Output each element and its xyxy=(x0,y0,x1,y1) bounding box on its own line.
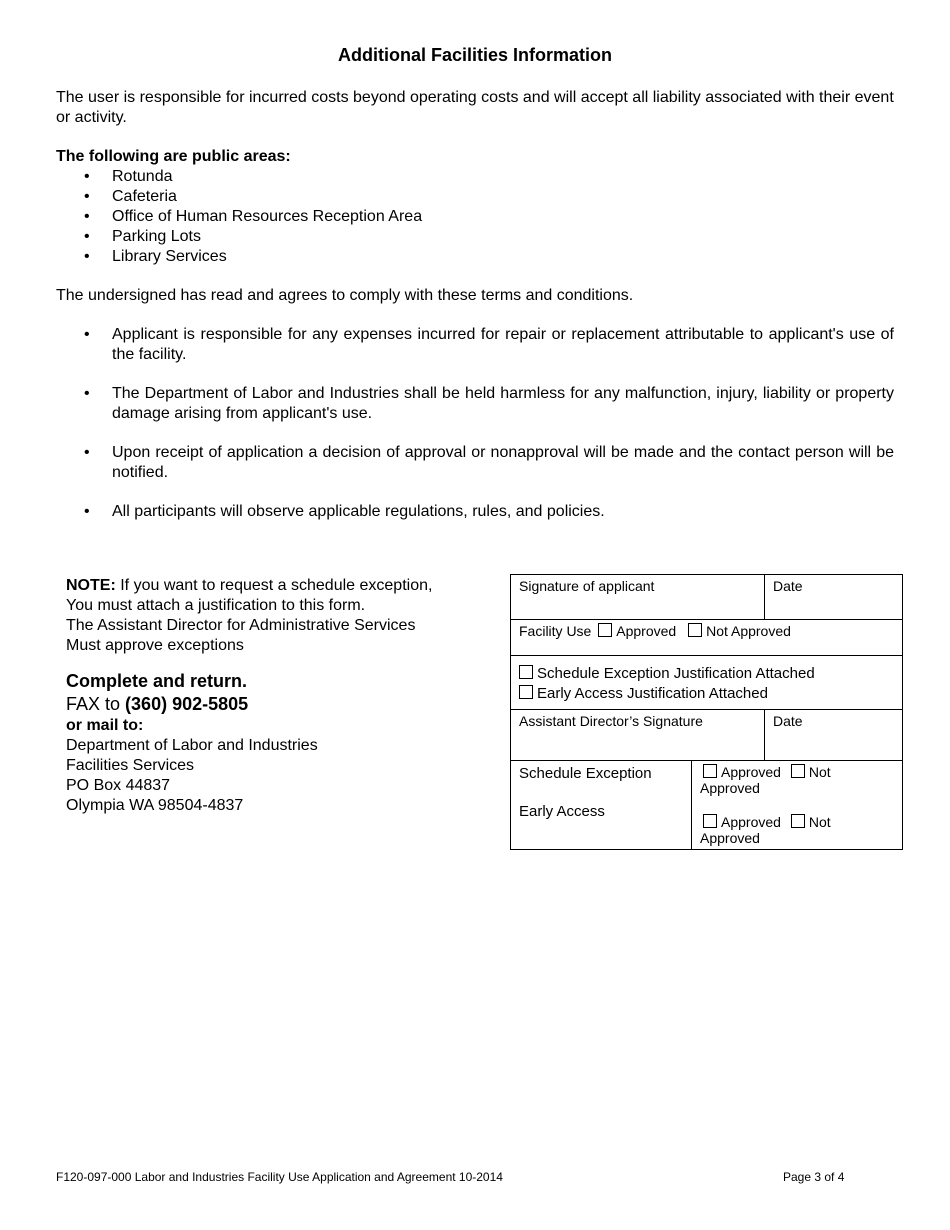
note-line: Must approve exceptions xyxy=(66,637,244,654)
applicant-date-field[interactable] xyxy=(765,575,903,620)
facility-use-row xyxy=(511,620,903,656)
checkbox-label: Not xyxy=(808,814,831,830)
note-line: The Assistant Director for Administrative Services xyxy=(66,617,416,634)
page-title: Additional Facilities Information xyxy=(337,45,613,65)
assistant-director-date-field[interactable] xyxy=(765,710,903,761)
agreement-statement: The undersigned has read and agrees to comply with these terms and conditions. xyxy=(56,287,634,304)
term-item: • Applicant is responsible for any expenses incurred for repair or replacement attributable to applicant's use of the facility. xyxy=(56,325,894,365)
field-label: Date xyxy=(773,578,803,594)
schedule-exception-attached-checkbox[interactable] xyxy=(519,665,533,679)
note-line: If you want to request a schedule exception, xyxy=(120,577,433,594)
return-heading: Complete and return. xyxy=(66,671,248,691)
term-item: • Upon receipt of application a decision of approval or nonapproval will be made and the contact person will be notified. xyxy=(56,443,894,483)
term-item: • All participants will observe applicable regulations, rules, and policies. xyxy=(56,502,894,522)
mail-label: or mail to: xyxy=(66,717,144,734)
checkbox-label: Approved xyxy=(616,623,677,639)
schedule-approved-checkbox[interactable] xyxy=(703,764,717,778)
field-label: Assistant Director’s Signature xyxy=(519,713,703,729)
checkbox-label: Approved xyxy=(700,780,760,796)
schedule-not-approved-checkbox[interactable] xyxy=(791,764,805,778)
justification-row xyxy=(511,656,903,710)
exception-approval-cell xyxy=(692,761,903,850)
early-access-label: Early Access xyxy=(519,803,605,820)
list-item: • Parking Lots xyxy=(56,227,896,247)
address-line: Department of Labor and Industries xyxy=(66,737,318,754)
page-number: Page 3 of 4 xyxy=(783,1170,845,1184)
terms-list xyxy=(56,325,894,541)
early-not-approved-checkbox[interactable] xyxy=(791,814,805,828)
public-areas-heading: The following are public areas: xyxy=(56,148,291,165)
note-line: You must attach a justification to this form. xyxy=(66,597,366,614)
applicant-signature-field[interactable] xyxy=(511,575,765,620)
address-line: Facilities Services xyxy=(66,757,195,774)
early-access-attached-checkbox[interactable] xyxy=(519,685,533,699)
checkbox-label: Approved xyxy=(700,830,760,846)
schedule-exception-label: Schedule Exception xyxy=(519,765,652,782)
checkbox-label: Not Approved xyxy=(706,623,791,639)
address-line: Olympia WA 98504-4837 xyxy=(66,797,244,814)
address-line: PO Box 44837 xyxy=(66,777,171,794)
checkbox-label: Approved xyxy=(721,764,781,780)
field-label: Date xyxy=(773,713,803,729)
facility-use-label: Facility Use xyxy=(519,623,592,639)
facility-not-approved-checkbox[interactable] xyxy=(688,623,702,637)
list-item: • Library Services xyxy=(56,247,896,267)
note-label: NOTE: xyxy=(66,577,116,594)
field-label: Signature of applicant xyxy=(519,578,655,594)
list-item: • Office of Human Resources Reception Area xyxy=(56,207,896,227)
fax-label: FAX to xyxy=(66,694,121,714)
checkbox-label: Approved xyxy=(721,814,781,830)
return-info xyxy=(66,670,486,816)
approval-form xyxy=(510,574,903,850)
exception-labels-cell xyxy=(511,761,692,850)
facility-approved-checkbox[interactable] xyxy=(598,623,612,637)
list-item: • Cafeteria xyxy=(56,187,896,207)
list-item: • Rotunda xyxy=(56,167,896,187)
public-areas-list xyxy=(56,167,896,267)
form-id: F120-097-000 Labor and Industries Facility Use Application and Agreement 10-2014 xyxy=(56,1170,503,1184)
checkbox-label: Early Access Justification Attached xyxy=(537,685,768,702)
assistant-director-signature-field[interactable] xyxy=(511,710,765,761)
fax-number: (360) 902-5805 xyxy=(125,694,249,714)
early-approved-checkbox[interactable] xyxy=(703,814,717,828)
checkbox-label: Schedule Exception Justification Attached xyxy=(537,665,815,682)
intro-paragraph: The user is responsible for incurred costs beyond operating costs and will accept all liability associated with their event or activity. xyxy=(56,89,894,126)
note-block xyxy=(66,576,486,656)
term-item: • The Department of Labor and Industries shall be held harmless for any malfunction, injury, liability or property damage arising from applicant's use. xyxy=(56,384,894,424)
checkbox-label: Not xyxy=(808,764,831,780)
